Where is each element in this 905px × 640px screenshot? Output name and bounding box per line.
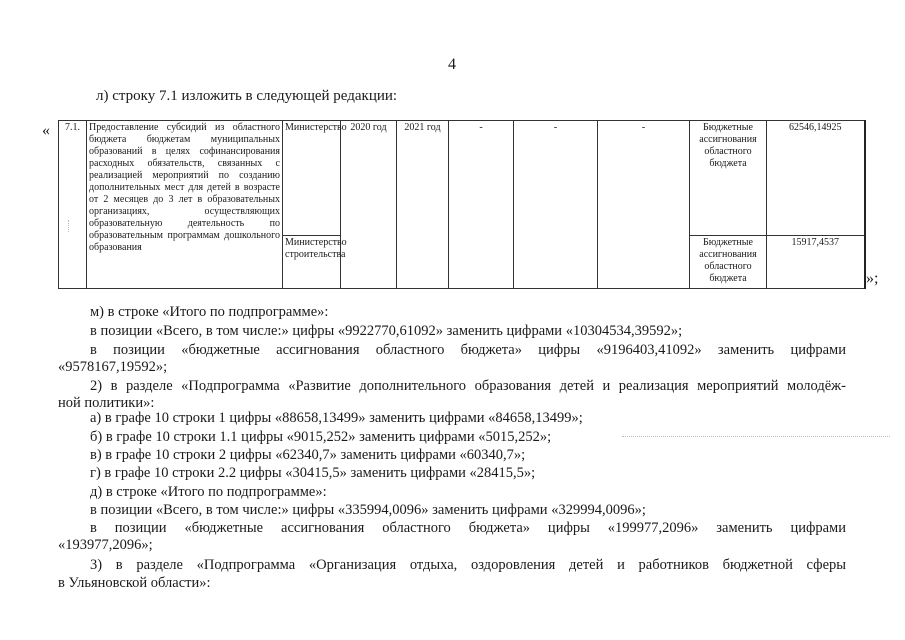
- text-line: а) в графе 10 строки 1 цифры «88658,13499» заменить цифрами «84658,13499»;: [90, 410, 583, 426]
- scan-artifact: [622, 436, 890, 437]
- text-line: 2) в разделе «Подпрограмма «Развитие дополнительного образования детей и реализация мероприятий молодёж-: [90, 378, 846, 394]
- intro-paragraph: л) строку 7.1 изложить в следующей редакции:: [96, 88, 398, 104]
- amount-cell-1: 62546,14925: [767, 121, 865, 236]
- text-line: ной политики»:: [58, 395, 155, 411]
- page-number: 4: [448, 56, 456, 73]
- year-start-cell: 2020 год: [341, 121, 397, 289]
- text-line: 3) в разделе «Подпрограмма «Организация отдыха, оздоровления детей и работников бюджетной сферы: [90, 557, 846, 573]
- text-line: б) в графе 10 строки 1.1 цифры «9015,252» заменить цифрами «5015,252»;: [90, 429, 552, 445]
- text-line: «9578167,19592»;: [58, 359, 168, 375]
- amount-cell-2: 15917,4537: [767, 236, 865, 289]
- dash-cell-1: -: [449, 121, 514, 289]
- description-cell: Предоставление субсидий из областного бюджета бюджетам муниципальных образований в целях софинансирования расходных обязательств, связанных с реализацией мероприятий по созданию дополнительных мест для детей в возрасте от 2 месяцев до 3 лет в образовательных организациях, осуществляющих образовательную деятельность по образовательным программам дошкольного образования: [87, 121, 283, 289]
- open-quote: «: [42, 122, 50, 139]
- row-number-cell: 7.1.: [59, 121, 87, 289]
- dash-cell-3: -: [598, 121, 690, 289]
- text-line: в позиции «бюджетные ассигнования областного бюджета» цифры «9196403,41092» заменить цифрами: [90, 342, 846, 358]
- executor-cell-1: Министерство: [283, 121, 341, 236]
- text-line: в позиции «Всего, в том числе:» цифры «335994,0096» заменить цифрами «329994,0096»;: [90, 502, 646, 518]
- text-line: в Ульяновской области»:: [58, 575, 211, 591]
- year-end-cell: 2021 год: [397, 121, 449, 289]
- text-line: д) в строке «Итого по подпрограмме»:: [90, 484, 327, 500]
- close-quote: »;: [866, 270, 879, 287]
- source-cell-1: Бюджетные ассигнования областного бюджета: [690, 121, 767, 236]
- text-line: в позиции «бюджетные ассигнования областного бюджета» цифры «199977,2096» заменить цифрами: [90, 520, 846, 536]
- text-line: м) в строке «Итого по подпрограмме»:: [90, 304, 329, 320]
- text-line: «193977,2096»;: [58, 537, 153, 553]
- executor-cell-2: Министерство строительства: [283, 236, 341, 289]
- source-cell-2: Бюджетные ассигнования областного бюджета: [690, 236, 767, 289]
- text-line: в) в графе 10 строки 2 цифры «62340,7» заменить цифрами «60340,7»;: [90, 447, 526, 463]
- dash-cell-2: -: [514, 121, 598, 289]
- text-line: г) в графе 10 строки 2.2 цифры «30415,5» заменить цифрами «28415,5»;: [90, 465, 536, 481]
- amendment-table: [58, 120, 866, 289]
- scan-artifact: [68, 220, 72, 232]
- text-line: в позиции «Всего, в том числе:» цифры «9922770,61092» заменить цифрами «10304534,39592»;: [90, 323, 683, 339]
